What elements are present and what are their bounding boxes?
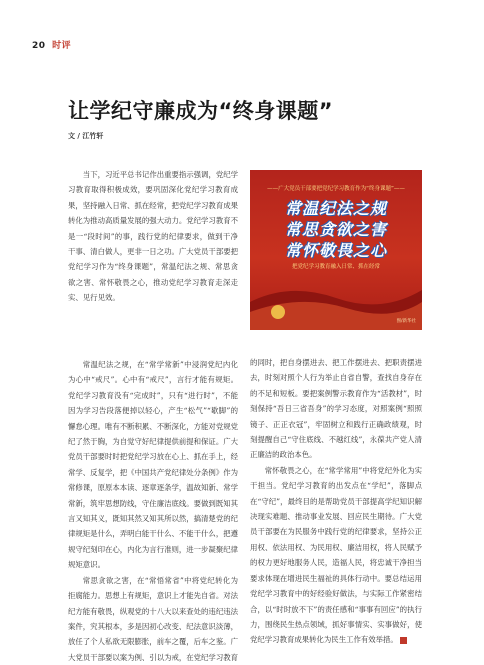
poster-credit: 图/新华社	[396, 319, 416, 324]
paragraph-1: 常温纪法之规，在“常学常新”中浸润党纪内化为心中“戒尺”。心中有“戒尺”，言行才能有规矩。党纪学习教育没有“完成时”，只有“进行时”，不能因为学习告段落便掉以轻心，产生“松气”“歇脚”的懈怠心理。唯有不断积累、不断深化，方能对党规党纪了然于胸，为自觉守好纪律提供前提和保证。广大党员干部要时时把党纪学习放在心上、抓在手上，经常学、反复学，把《中国共产党纪律处分条例》作为常修课，原原本本读、逐章逐条学，温故知新、常学常新，筑牢思想防线，守住廉洁底线。要做到既知其言又知其义，既知其然又知其所以然，搞清楚党的纪律规矩是什么，弄明白能干什么、不能干什么，把遵规守纪刻印在心，内化为言行准则，进一步凝聚纪律规矩意识。	[68, 360, 238, 570]
article-author: 文 / 江竹轩	[68, 132, 104, 140]
article-title: 让学纪守廉成为“终身课题”	[68, 99, 334, 123]
poster-banner: ——广大党员干部要把党纪学习教育作为“终身课题”——	[267, 186, 405, 192]
poster-line-2: 常思贪欲之害	[284, 220, 387, 239]
page-header	[32, 38, 71, 51]
page-number: 20	[32, 41, 46, 51]
poster-subtitle: 把党纪学习教育融入日常、抓在经常	[291, 264, 380, 270]
poster-line-1: 常温纪法之规	[284, 199, 387, 218]
paragraph-3: 的同时，把自身摆进去、把工作摆进去、把职责摆进去，时刻对照个人行为举止自省自警，查找自身存在的不足和短板。要把案例警示教育作为“活教材”，时刻保持“吾日三省吾身”的学习态度，对照案例“照照镜子、正正衣冠”，牢固树立和践行正确政绩观，时刻提醒自己“守住底线、不越红线”，永葆共产党人清正廉洁的政治本色。	[250, 358, 422, 460]
column-left-bottom	[68, 357, 238, 665]
end-mark-icon	[400, 637, 407, 644]
poster-image	[250, 170, 422, 330]
column-right	[250, 355, 422, 648]
paragraph-2: 常思贪欲之害，在“常悟常省”中将党纪转化为拒腐能力。思想上有规矩，意识上才能先自省。对法纪方能有敬畏，纵观党的十八大以来查处的违纪违法案件，究其根本，多是因初心改变、纪法意识淡薄，放任了个人私欲无限膨胀，前车之覆，后车之鉴。广大党员干部要以案为例、引以为戒，在党纪学习教育	[68, 575, 238, 662]
paragraph-4	[250, 463, 422, 648]
section-name: 时评	[52, 41, 72, 51]
paragraph-4-text: 常怀敬畏之心，在“常学常用”中将党纪外化为实干担当。党纪学习教育的出发点在“学纪”，落脚点在“守纪”，最终目的是帮助党员干部提高学纪知识解决现实难题、推动事业发展、回应民生期待。广大党员干部要在为民服务中践行党的纪律要求，坚持公正用权、依法用权、为民用权、廉洁用权，将人民赋予的权力更好地服务人民，造福人民，将忠诚干净担当要求体现在增进民生福祉的具体行动中。要总结运用党纪学习教育中的好经验好做法，与实际工作紧密结合，以“时时放不下”的责任感和“事事有回应”的执行力，围绕民生热点领域，抓好事情实、实事做好，使党纪学习教育成果转化为民生工作有效举措。	[250, 465, 422, 645]
column-left-top	[68, 167, 238, 306]
paragraph-intro: 当下，习近平总书记作出重要指示强调，党纪学习教育取得积极成效，要巩固深化党纪学习教育成果，坚持融入日常、抓在经常，把党纪学习教育成果转化为推动高质量发展的强大动力。党纪学习教育不是一“段时间”的事，践行党的纪律要求，做到干净干事、清白做人，更非一日之功。广大党员干部要把党纪学习作为“终身课题”，常温纪法之规、常思贪欲之害、常怀敬畏之心，推动党纪学习教育走深走实、见行见效。	[68, 170, 239, 303]
poster-line-3: 常怀敬畏之心	[284, 241, 387, 260]
